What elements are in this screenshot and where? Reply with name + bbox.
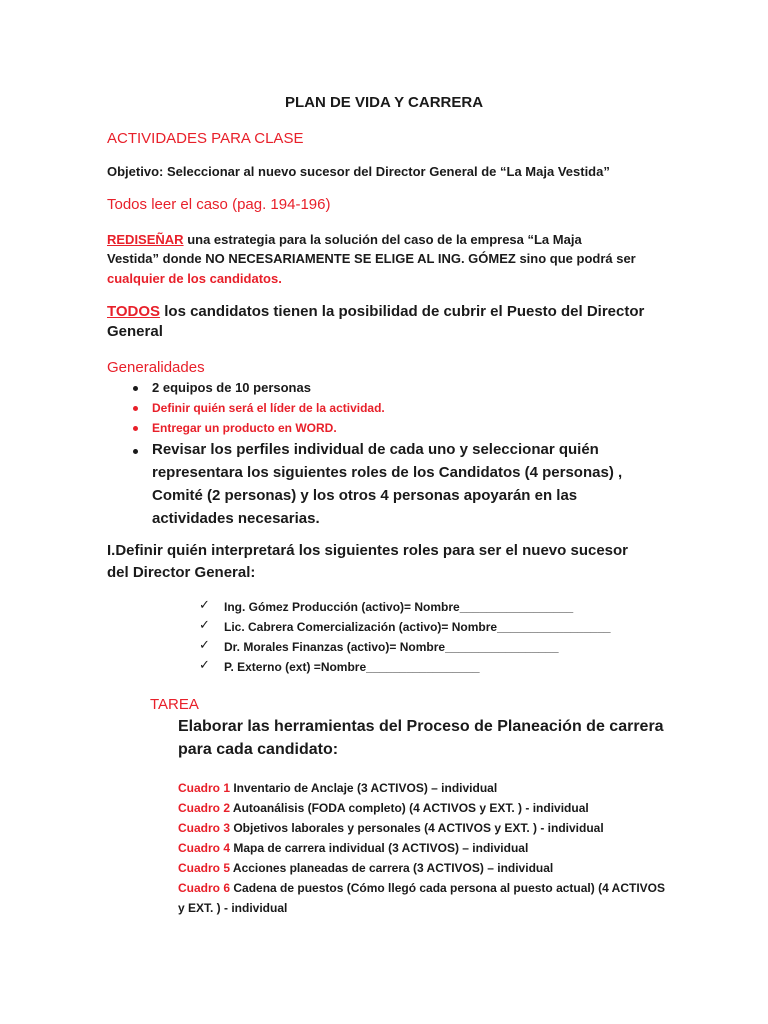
tarea-line-1: Elaborar las herramientas del Proceso de Planeación de carrera: [178, 718, 664, 735]
todos-line-2: General: [107, 323, 163, 340]
cuadro-item-4: [178, 841, 528, 855]
role-item-1: Ing. Gómez Producción (activo)= Nombre_________________: [224, 600, 574, 614]
definir-line-2: del Director General:: [107, 564, 256, 581]
generalidades-item-3: Entregar un producto en WORD.: [152, 421, 337, 435]
cuadro-text: Mapa de carrera individual (3 ACTIVOS) – individual: [230, 841, 529, 855]
checkmark-icon: ✓: [199, 658, 210, 673]
redisenar-keyword: REDISEÑAR: [107, 232, 184, 247]
generalidades-item-4-line-1: Revisar los perfiles individual de cada uno y seleccionar quién: [152, 441, 599, 458]
definir-line-1: I.Definir quién interpretará los siguientes roles para ser el nuevo sucesor: [107, 542, 629, 559]
todos-leer-text: Todos leer el caso (pag. 194-196): [107, 196, 331, 213]
role-item-4: P. Externo (ext) =Nombre_________________: [224, 660, 480, 674]
cuadro-text: Inventario de Anclaje (3 ACTIVOS) – individual: [230, 781, 498, 795]
generalidades-item-2: Definir quién será el líder de la actividad.: [152, 401, 385, 415]
cuadro-text: Cadena de puestos (Cómo llegó cada persona al puesto actual) (4 ACTIVOS: [230, 881, 665, 895]
cuadro-label: Cuadro 5: [178, 861, 231, 875]
tarea-line-2: para cada candidato:: [178, 741, 339, 758]
todos-line-1: [107, 303, 644, 320]
cuadro-item-5: [178, 861, 553, 875]
cuadro-item-2: [178, 801, 589, 815]
generalidades-item-1: 2 equipos de 10 personas: [152, 380, 311, 395]
redisenar-line-1: [107, 232, 582, 247]
page-title: PLAN DE VIDA Y CARRERA: [284, 94, 484, 111]
cuadro-item-6: [178, 881, 665, 895]
cuadro-item-6-line-2: y EXT. ) - individual: [178, 901, 288, 915]
cuadro-label: Cuadro 6: [178, 881, 231, 895]
cuadro-text: Acciones planeadas de carrera (3 ACTIVOS) – individual: [230, 861, 554, 875]
bullet-icon: [133, 426, 138, 431]
cuadro-text: Objetivos laborales y personales (4 ACTIVOS y EXT. ) - individual: [230, 821, 604, 835]
role-item-3: Dr. Morales Finanzas (activo)= Nombre_________________: [224, 640, 559, 654]
bullet-icon: [133, 406, 138, 411]
role-item-2: Lic. Cabrera Comercialización (activo)= Nombre_________________: [224, 620, 611, 634]
redisenar-line-3: cualquier de los candidatos.: [107, 271, 282, 286]
objetivo-text: Objetivo: Seleccionar al nuevo sucesor del Director General de “La Maja Vestida”: [107, 164, 610, 179]
cuadro-item-1: [178, 781, 497, 795]
cuadro-label: Cuadro 3: [178, 821, 231, 835]
todos-keyword: TODOS: [107, 303, 161, 320]
generalidades-heading: Generalidades: [107, 359, 205, 376]
redisenar-line-1-text: una estrategia para la solución del caso de la empresa “La Maja: [183, 232, 582, 247]
cuadro-text: Autoanálisis (FODA completo) (4 ACTIVOS y EXT. ) - individual: [230, 801, 589, 815]
cuadro-label: Cuadro 1: [178, 781, 231, 795]
bullet-icon: [133, 386, 138, 391]
redisenar-line-2: Vestida” donde NO NECESARIAMENTE SE ELIGE AL ING. GÓMEZ sino que podrá ser: [107, 251, 636, 266]
generalidades-item-4-line-2: representara los siguientes roles de los Candidatos (4 personas) ,: [152, 464, 623, 481]
checkmark-icon: ✓: [199, 618, 210, 633]
checkmark-icon: ✓: [199, 638, 210, 653]
generalidades-item-4-line-4: actividades necesarias.: [152, 510, 320, 527]
actividades-heading: ACTIVIDADES PARA CLASE: [107, 130, 304, 147]
bullet-icon: [133, 449, 138, 454]
cuadro-item-3: [178, 821, 604, 835]
generalidades-item-4-line-3: Comité (2 personas) y los otros 4 personas apoyarán en las: [152, 487, 578, 504]
checkmark-icon: ✓: [199, 598, 210, 613]
tarea-heading: TAREA: [150, 696, 199, 713]
cuadro-label: Cuadro 4: [178, 841, 231, 855]
todos-line-1-text: los candidatos tienen la posibilidad de cubrir el Puesto del Director: [160, 303, 645, 320]
cuadro-label: Cuadro 2: [178, 801, 231, 815]
